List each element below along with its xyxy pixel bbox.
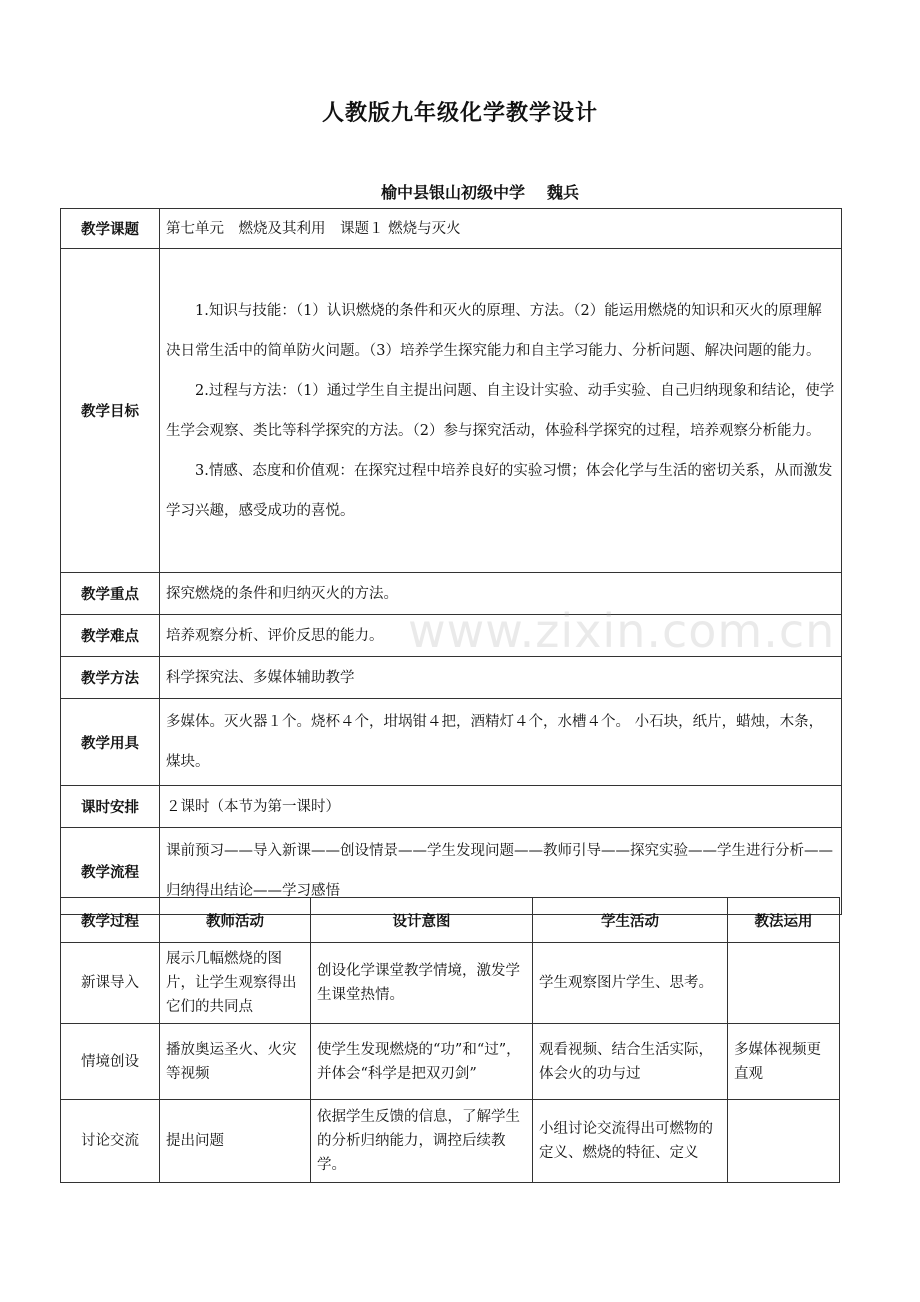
row-method xyxy=(728,943,840,1024)
row-intent: 依据学生反馈的信息，了解学生的分析归纳能力，调控后续教学。 xyxy=(311,1100,533,1183)
table-row xyxy=(61,1024,840,1100)
method-label: 教学方法 xyxy=(61,657,160,699)
tools-row xyxy=(61,699,842,786)
row-intent: 创设化学课堂教学情境，激发学生课堂热情。 xyxy=(311,943,533,1024)
author-name: 魏兵 xyxy=(547,183,580,202)
row-stage: 讨论交流 xyxy=(61,1100,160,1183)
objective-process: 2.过程与方法：（1）通过学生自主提出问题、自主设计实验、动手实验、自己归纳现象和结论，使学生学会观察、类比等科学探究的方法。（2）参与探究活动，体验科学探究的过程，培养观察分析能力。 xyxy=(166,382,835,439)
row-teacher: 播放奥运圣火、火灾等视频 xyxy=(160,1024,311,1100)
objectives-label: 教学目标 xyxy=(61,249,160,573)
tools-label: 教学用具 xyxy=(61,699,160,786)
row-intent: 使学生发现燃烧的“功”和“过”，并体会“科学是把双刃剑” xyxy=(311,1024,533,1100)
watermark: www.zixin.com.cn xyxy=(408,604,836,658)
row-teacher: 展示几幅燃烧的图片，让学生观察得出它们的共同点 xyxy=(160,943,311,1024)
key-point-label: 教学重点 xyxy=(61,573,160,615)
topic-row xyxy=(61,209,842,249)
schedule-row xyxy=(61,786,842,828)
tools-value: 多媒体。灭火器１个。烧杯４个，坩埚钳４把，酒精灯４个，水槽４个。 小石块，纸片，蜡烛，木条，煤块。 xyxy=(160,699,842,786)
difficulty-label: 教学难点 xyxy=(61,615,160,657)
topic-value: 第七单元 燃烧及其利用 课题１ 燃烧与灭火 xyxy=(160,209,842,249)
objectives-row xyxy=(61,249,842,573)
key-point-row xyxy=(61,573,842,615)
process-header-row xyxy=(61,898,840,943)
row-student: 小组讨论交流得出可燃物的定义、燃烧的特征、定义 xyxy=(533,1100,728,1183)
difficulty-value: 培养观察分析、评价反思的能力。 xyxy=(160,615,842,657)
row-method xyxy=(728,1100,840,1183)
schedule-label: 课时安排 xyxy=(61,786,160,828)
method-value: 科学探究法、多媒体辅助教学 xyxy=(160,657,842,699)
header-student: 学生活动 xyxy=(533,898,728,943)
row-student: 观看视频、结合生活实际，体会火的功与过 xyxy=(533,1024,728,1100)
method-row xyxy=(61,657,842,699)
schedule-value: ２课时（本节为第一课时） xyxy=(160,786,842,828)
document-title: 人教版九年级化学教学设计 xyxy=(321,101,598,126)
header-teacher: 教师活动 xyxy=(160,898,311,943)
table-row xyxy=(61,1100,840,1183)
flow-value: 课前预习——导入新课——创设情景——学生发现问题——教师引导——探究实验——学生进行分析——归纳得出结论——学习感悟 xyxy=(160,828,842,915)
lesson-info-table xyxy=(60,208,842,915)
objectives-value xyxy=(160,249,842,573)
difficulty-row xyxy=(61,615,842,657)
row-stage: 新课导入 xyxy=(61,943,160,1024)
topic-label: 教学课题 xyxy=(61,209,160,249)
row-method: 多媒体视频更直观 xyxy=(728,1024,840,1100)
header-method: 教法运用 xyxy=(728,898,840,943)
key-point-value: 探究燃烧的条件和归纳灭火的方法。 xyxy=(160,573,842,615)
flow-label: 教学流程 xyxy=(61,828,160,915)
objective-attitude: 3.情感、态度和价值观：在探究过程中培养良好的实验习惯；体会化学与生活的密切关系，从而激发学习兴趣，感受成功的喜悦。 xyxy=(166,462,833,519)
author-school: 榆中县银山初级中学 xyxy=(380,183,525,202)
teaching-process-table xyxy=(60,897,840,1183)
header-intent: 设计意图 xyxy=(311,898,533,943)
header-stage: 教学过程 xyxy=(61,898,160,943)
objective-knowledge: 1.知识与技能：（1）认识燃烧的条件和灭火的原理、方法。（2）能运用燃烧的知识和灭火的原理解决日常生活中的简单防火问题。（3）培养学生探究能力和自主学习能力、分析问题、解决问题的能力。 xyxy=(166,302,822,359)
row-stage: 情境创设 xyxy=(61,1024,160,1100)
row-student: 学生观察图片学生、思考。 xyxy=(533,943,728,1024)
row-teacher: 提出问题 xyxy=(160,1100,311,1183)
author-line xyxy=(0,180,920,203)
table-row xyxy=(61,943,840,1024)
